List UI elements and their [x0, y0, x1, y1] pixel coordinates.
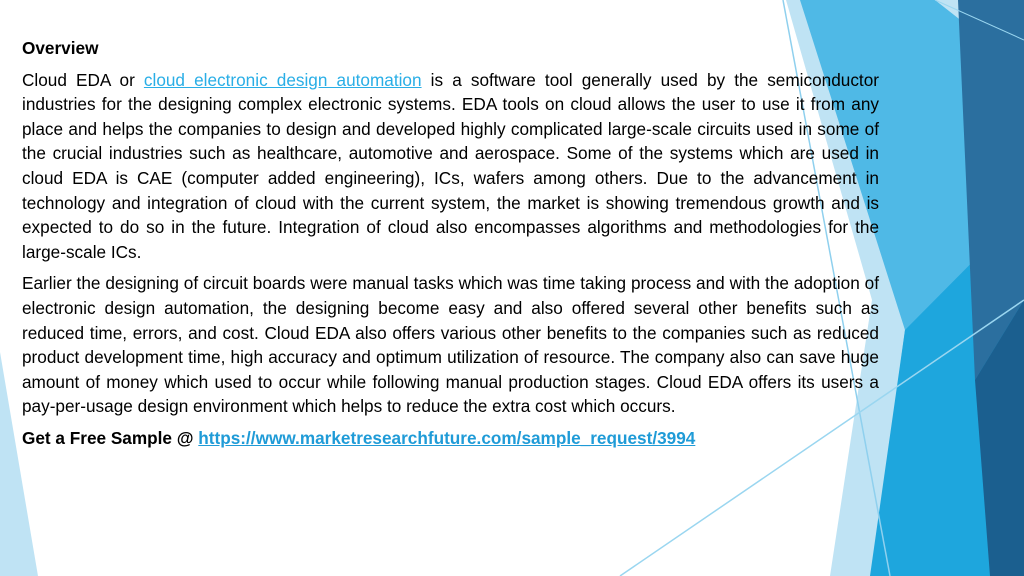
- paragraph-overview: [22, 68, 879, 265]
- paragraph-body: is a software tool generally used by the semiconductor industries for the designing complex electronic systems. EDA tools on cloud allows the user to use it from any place and helps the companies to design and developed highly complicated large-scale circuits used in some of the crucial industries such as healthcare, automotive and aerospace. Some of the systems which are used in cloud EDA is CAE (computer added engineering), ICs, wafers among others. Due to the advancement in technology and integration of cloud with the current system, the market is showing tremendous growth and is expected to do so in the future. Integration of cloud also encompasses algorithms and methodologies for the large-scale ICs.: [22, 69, 879, 262]
- free-sample-line: [22, 426, 879, 451]
- cloud-eda-link[interactable]: cloud electronic design automation: [143, 69, 422, 90]
- sample-request-link[interactable]: https://www.marketresearchfuture.com/sample_request/3994: [198, 427, 696, 448]
- text-content: [22, 36, 879, 451]
- paragraph-intro: Cloud EDA or: [22, 69, 135, 90]
- free-sample-label: Get a Free Sample @: [22, 427, 194, 448]
- paragraph-benefits: Earlier the designing of circuit boards were manual tasks which was time taking process and with the adoption of electronic design automation, the designing become easy and also offered several other benefits such as reduced time, errors, and cost. Cloud EDA also offers various other benefits to the companies such as reduced product development time, high accuracy and optimum utilization of resource. The company also can save huge amount of money which used to occur while following manual production stages. Cloud EDA offers its users a pay-per-usage design environment which helps to reduce the extra cost which occurs.: [22, 273, 879, 417]
- section-heading: Overview: [22, 38, 99, 58]
